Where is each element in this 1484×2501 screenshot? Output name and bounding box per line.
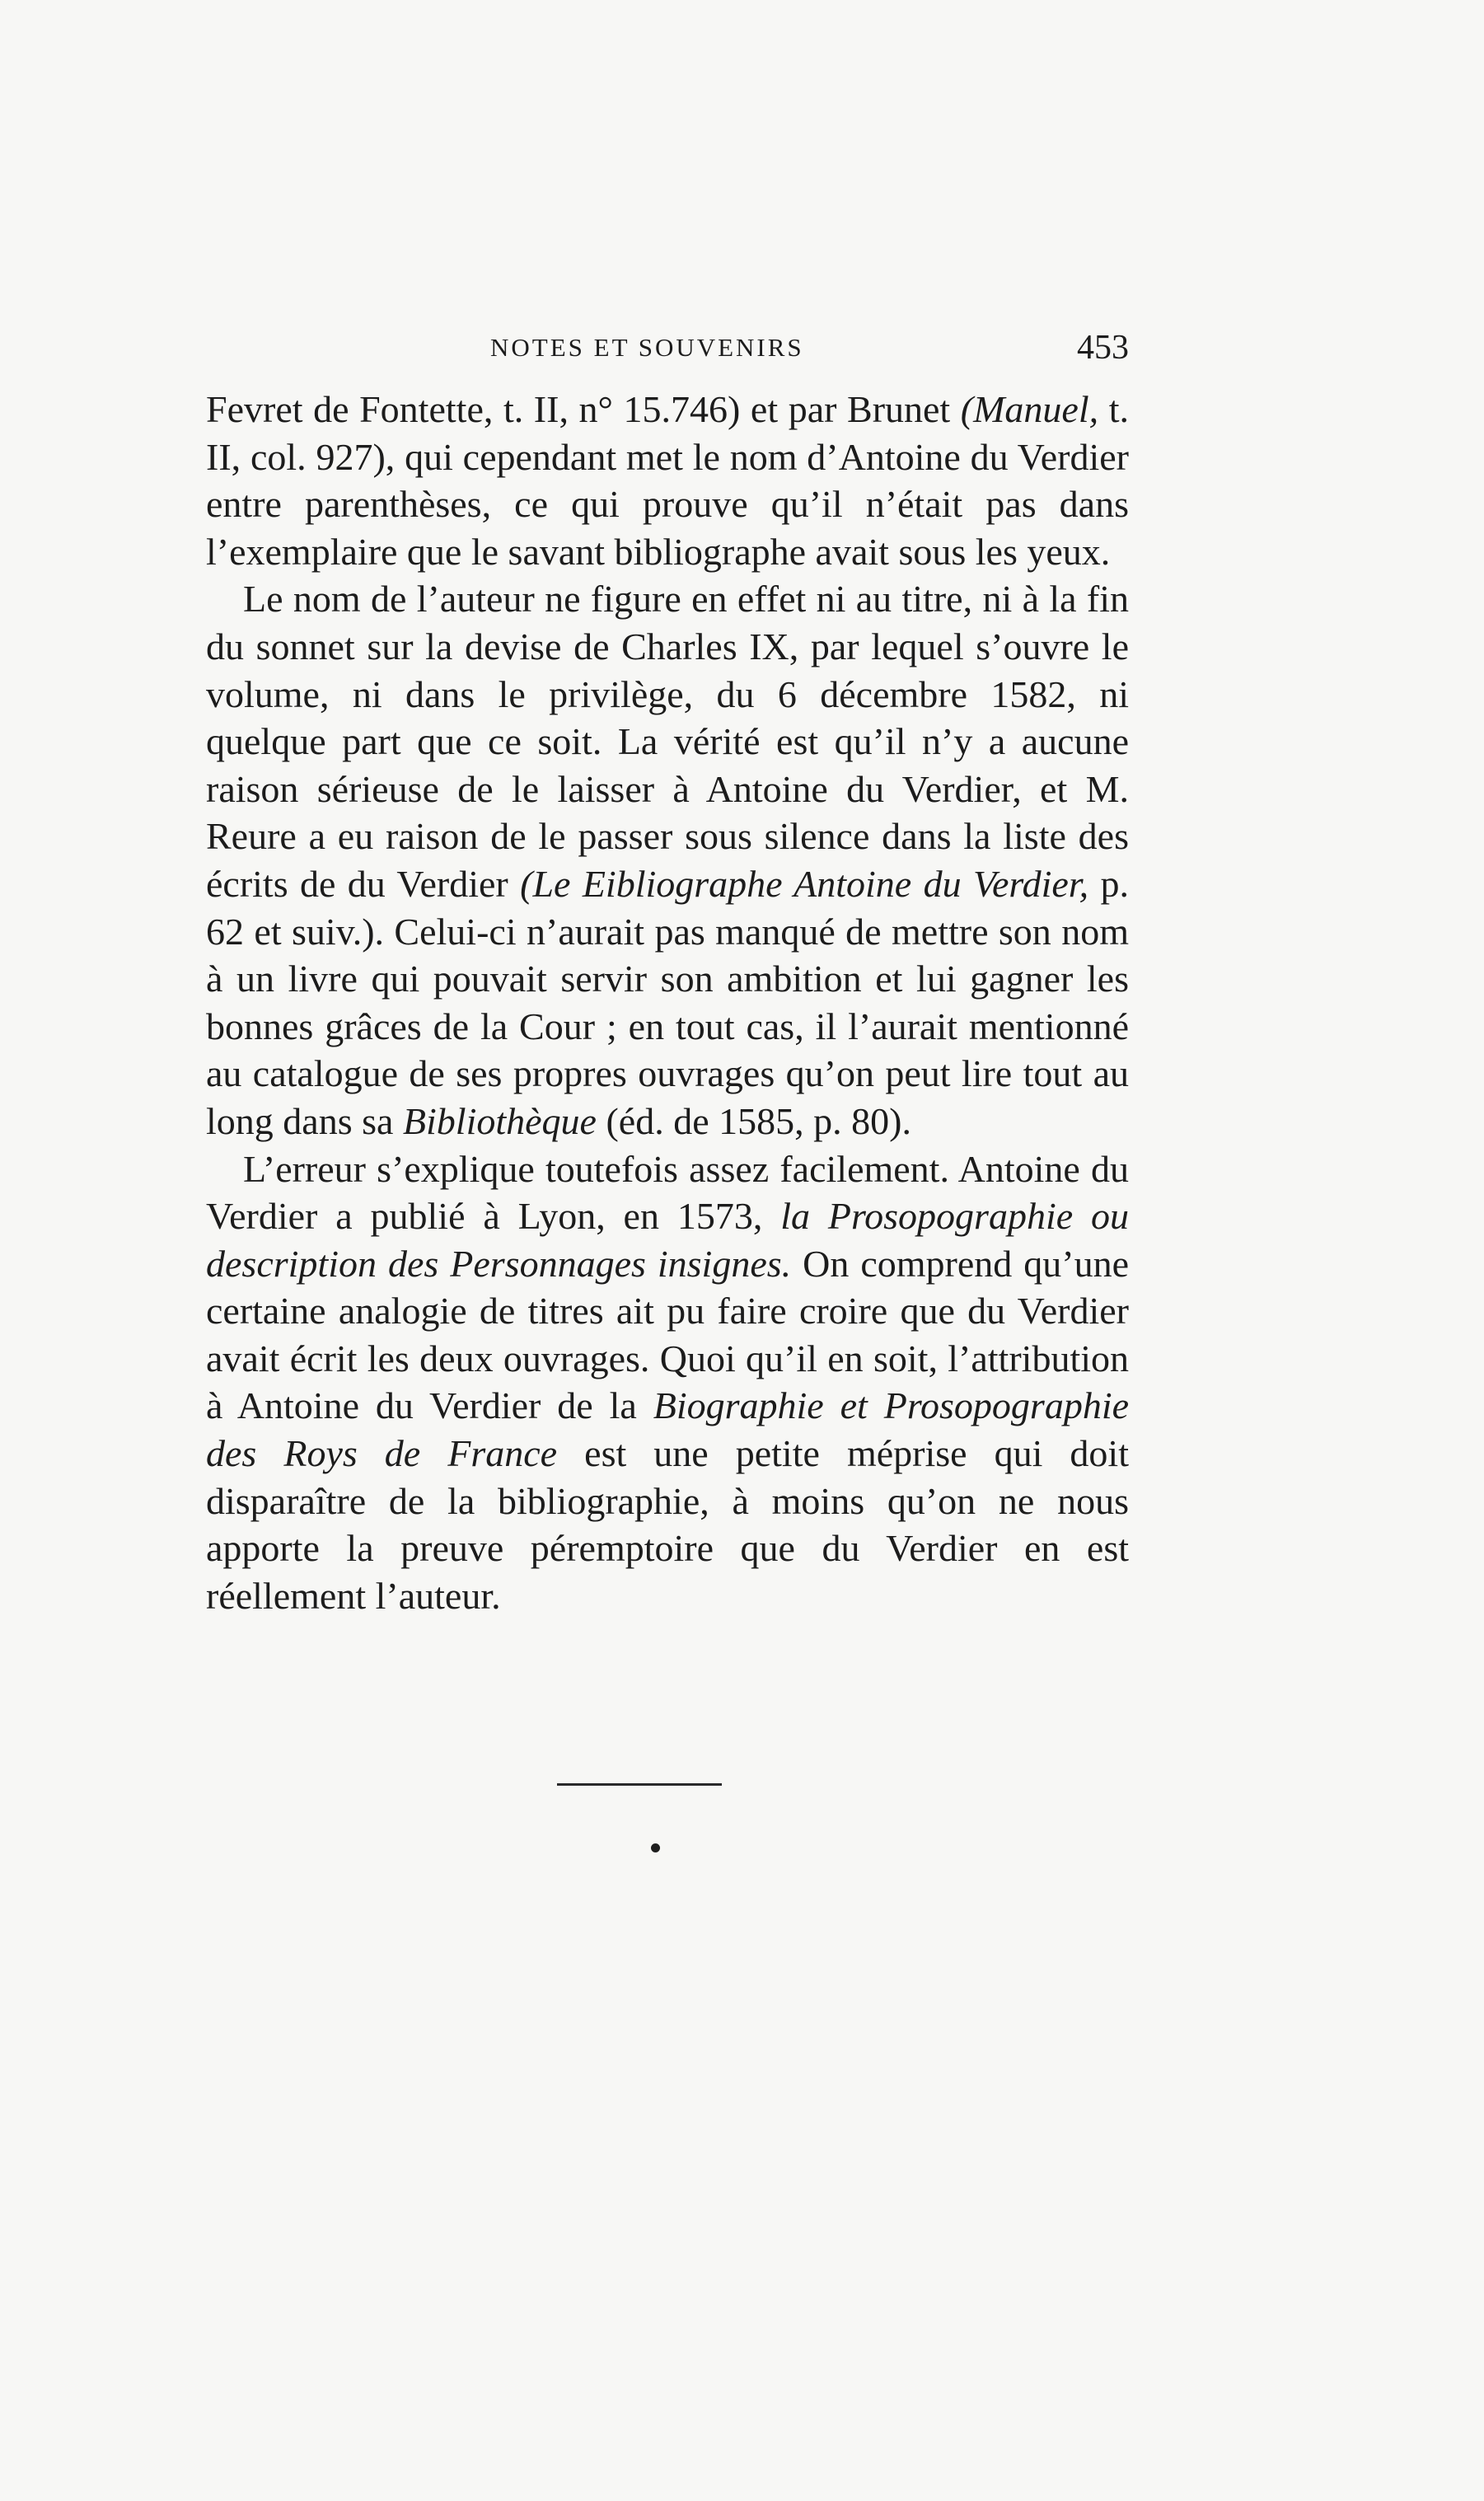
running-head-title: NOTES ET SOUVENIRS xyxy=(490,333,804,362)
body-text xyxy=(206,386,1129,1619)
page-number: 453 xyxy=(1077,329,1129,367)
running-head xyxy=(206,328,1129,377)
paragraph-2-segment-1: Le nom de l’auteur ne figure en effet ni au titre, ni à la fin du sonnet sur la devise de Charles IX, par lequel s’ouvre le volume, ni dans le privilège, du 6 décembre 1582, ni quelque part que ce soit. La vérité est qu’il n’y a aucune raison sérieuse de le laisser à Antoine du Verdier, et M. Reure a eu raison de le passer sous silence dans la liste des écrits de du Verdier xyxy=(206,578,1129,905)
paragraph-3-segment-5: est une petite méprise qui doit disparaître de la bibliographie, à moins qu’on ne nous apporte la preuve péremptoire que du Verdier en est réellement l’auteur. xyxy=(206,1432,1129,1617)
paragraph-1-segment-3: t. II, col. 927), qui cependant met le nom d’Antoine du Verdier entre parenthèses, ce qui prouve qu’il n’était pas dans l’exemplaire que le savant bibliographe avait sous les yeux. xyxy=(206,388,1130,573)
ornament-dot xyxy=(651,1843,660,1852)
section-divider-rule xyxy=(557,1783,722,1786)
paragraph-1-segment-2: (Manuel, xyxy=(960,388,1099,430)
paragraph-2-segment-4: Bibliothèque xyxy=(402,1099,597,1142)
paragraph-3-segment-2: la Prosopographie ou description des Personnages insignes. xyxy=(206,1195,1129,1285)
paragraph-3 xyxy=(206,1145,1129,1620)
paragraph-3-segment-1: L’erreur s’explique toutefois assez facilement. Antoine du Verdier a publié à Lyon, en 1573, xyxy=(206,1147,1129,1238)
paragraph-2 xyxy=(206,575,1129,1145)
paragraph-3-segment-3: On comprend qu’une certaine analogie de titres ait pu faire croire que du Verdier avait écrit les deux ouvrages. Quoi qu’il en soit, l’attribution à Antoine du Verdier de la xyxy=(206,1242,1130,1427)
paragraph-1-segment-1: Fevret de Fontette, t. II, n° 15.746) et par Brunet xyxy=(206,388,961,430)
paragraph-2-segment-5: (éd. de 1585, p. 80). xyxy=(596,1099,911,1142)
paragraph-2-segment-3: p. 62 et suiv.). Celui-ci n’aurait pas manqué de mettre son nom à un livre qui pouvait servir son ambition et lui gagner les bonnes grâces de la Cour ; en tout cas, il l’aurait mentionné au catalogue de ses propres ouvrages qu’on peut lire tout au long dans sa xyxy=(206,862,1129,1142)
paragraph-1 xyxy=(206,386,1129,575)
paragraph-3-segment-4: Biographie et Prosopographie des Roys de France xyxy=(206,1384,1130,1475)
paragraph-2-segment-2: (Le Eibliographe Antoine du Verdier, xyxy=(520,862,1089,905)
